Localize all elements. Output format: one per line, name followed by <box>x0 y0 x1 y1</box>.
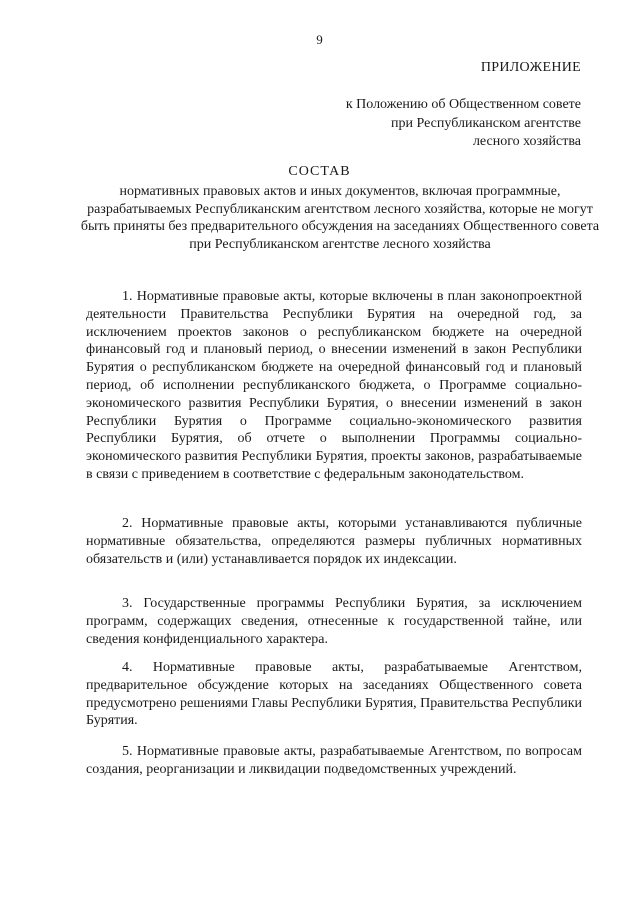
list-item-1: 1. Нормативные правовые акты, которые включены в план законопроектной деятельности Правительства Республики Бурятия на очередной год, за исключением проектов законов о республиканском бюджете на очередной финансовый год и плановый период, о внесении изменений в закон Республики Бурятия о республиканском бюджете на очередной финансовый год и плановый период, об исполнении республиканского бюджета, о Программе социально-экономического развития Республики Бурятия, о внесении изменений в закон Республики Бурятия о Программе социально-экономического развития Республики Бурятия, об отчете о выполнении Программы социально-экономического развития Республики Бурятия, проекты законов, разрабатываемые в связи с приведением в соответствие с федеральным законодательством. <box>86 289 582 482</box>
document-title: СОСТАВ <box>288 164 351 179</box>
appendix-reference: к Положению об Общественном совете при Республиканском агентстве лесного хозяйства <box>345 97 581 149</box>
document-subtitle: нормативных правовых актов и иных документов, включая программные, разрабатываемых Республиканским агентством лесного хозяйства, которые не могут быть приняты без предварительного обсуждения на заседаниях Общественного совета при Республиканском агентстве лесного хозяйства <box>80 184 600 252</box>
list-item-5: 5. Нормативные правовые акты, разрабатываемые Агентством, по вопросам создания, реорганизации и ликвидации подведомственных учреждений. <box>86 744 582 777</box>
list-item-4: 4. Нормативные правовые акты, разрабатываемые Агентством, предварительное обсуждение которых на заседаниях Общественного совета предусмотрено решениями Главы Республики Бурятия, Правительства Республики Бурятия. <box>86 660 583 729</box>
page-number: 9 <box>316 32 323 47</box>
appendix-label: ПРИЛОЖЕНИЕ <box>480 60 581 75</box>
list-item-2: 2. Нормативные правовые акты, которыми устанавливаются публичные нормативные обязательства, определяются размеры публичных нормативных обязательств и (или) устанавливается порядок их индексации. <box>86 516 582 567</box>
list-item-3: 3. Государственные программы Республики Бурятия, за исключением программ, содержащих сведения, отнесенные к государственной тайне, или сведения конфиденциального характера. <box>86 596 582 647</box>
